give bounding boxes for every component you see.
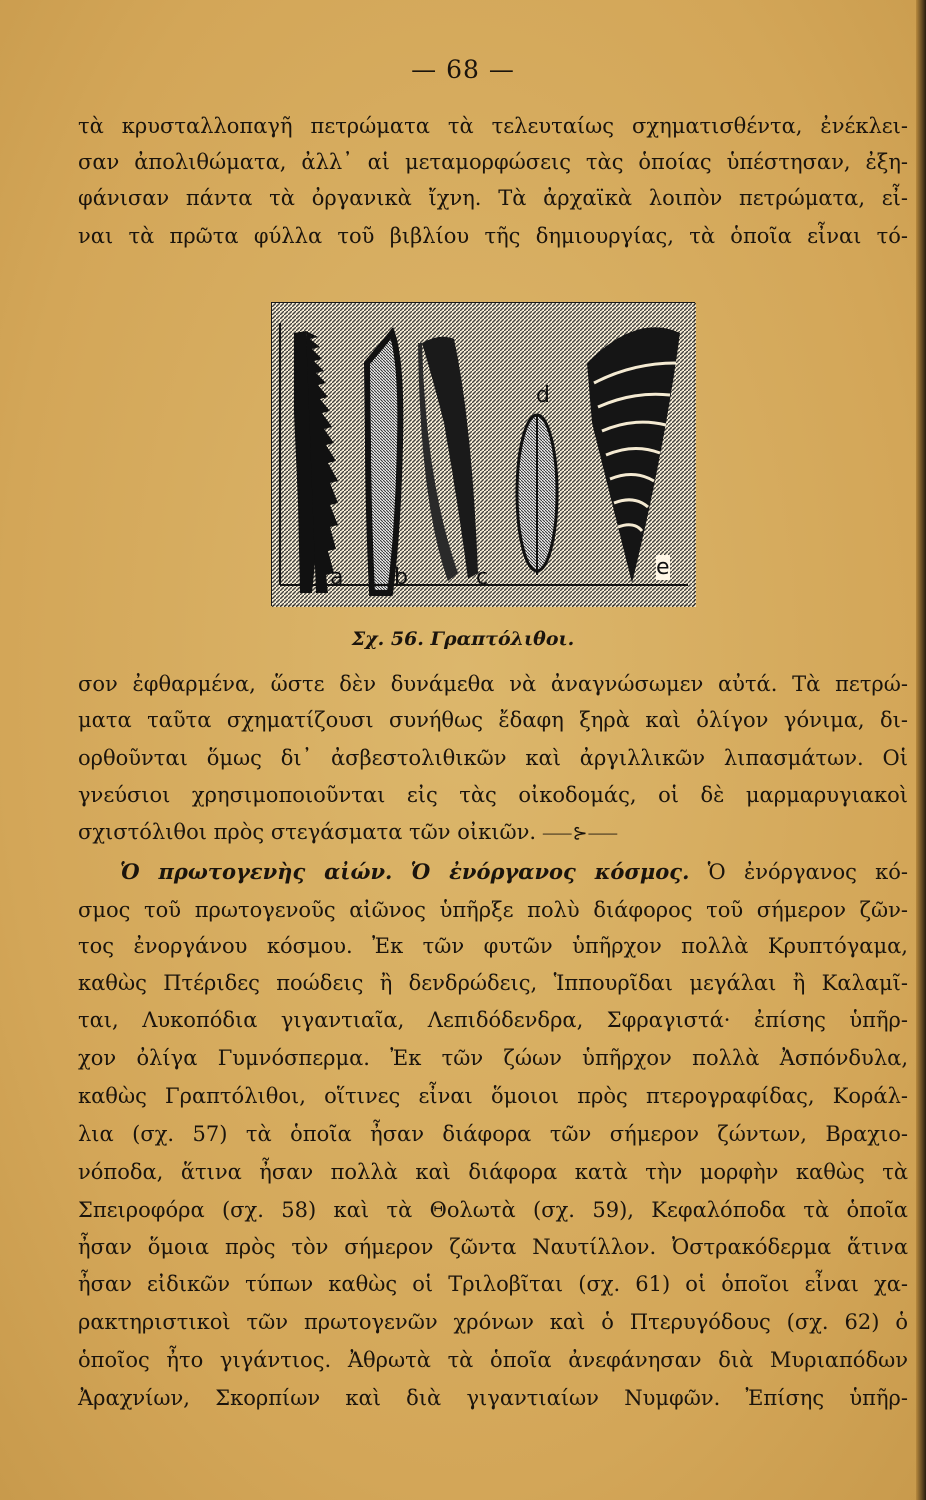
section-heading-line (120, 858, 908, 886)
text-line: τος ἐνοργάνου κόσμου. Ἐκ τῶν φυτῶν ὑπῆρχον πολλὰ Κρυπτόγαμα, (78, 934, 908, 958)
text-line: φάνισαν πάντα τὰ ὀργανικὰ ἴχνη. Τὰ ἀρχαϊκὰ λοιπὸν πετρώματα, εἶ- (78, 186, 908, 210)
text-line: ρακτηριστικοὶ τῶν πρωτογενῶν χρόνων καὶ ὁ Πτερυγόδους (σχ. 62) ὁ (78, 1310, 908, 1334)
text-line: ορθοῦνται ὅμως δι᾽ ἀσβεστολιθικῶν καὶ ἀργιλλικῶν λιπασμάτων. Οἱ (78, 746, 908, 770)
section-heading-primordial-age: Ὁ πρωτογενὴς αἰών. (120, 859, 393, 884)
text-line: ματα ταῦτα σχηματίζουσι συνήθως ἔδαφη ξηρὰ καὶ ὀλίγον γόνιμα, δι- (78, 708, 908, 732)
section-heading-organic-world: Ὁ ἐνόργανος κόσμος. (410, 859, 690, 884)
figure-label-e: e (656, 555, 670, 580)
graptolite-illustration (272, 303, 696, 607)
text-line: καθὼς Γραπτόλιθοι, οἵτινες εἶναι ὅμοιοι πρὸς πτερογραφίδας, Κοράλ- (78, 1084, 908, 1108)
text-line: ἦσαν εἰδικῶν τύπων καθὼς οἱ Τριλοβῖται (σχ. 61) οἱ ὁποῖοι εἶναι χα- (78, 1272, 908, 1296)
text-line (78, 818, 908, 848)
page-edge-shadow (916, 0, 926, 1500)
figure-label-d: d (536, 383, 550, 408)
text-line-content: Ὁ ἐνόργανος κό- (707, 860, 909, 884)
text-line: σαν ἀπολιθώματα, ἀλλ᾽ αἱ μεταμορφώσεις τὰς ὁποίας ὑπέστησαν, ἐξη- (78, 150, 908, 174)
graptolite-figure (271, 302, 695, 606)
figure-caption: Σχ. 56. Γραπτόλιθοι. (351, 628, 575, 650)
figure-label-b: b (394, 565, 408, 590)
text-line: Σπειροφόρα (σχ. 58) καὶ τὰ Θολωτὰ (σχ. 59), Κεφαλόποδα τὰ ὁποῖα (78, 1198, 908, 1222)
text-line: λια (σχ. 57) τὰ ὁποῖα ἦσαν διάφορα τῶν σήμερον ζώντων, Βραχιο- (78, 1122, 908, 1146)
text-line: καθὼς Πτέριδες ποώδεις ἢ δενδρώδεις, Ἱππουρῖδαι μεγάλαι ἢ Καλαμῖ- (78, 971, 908, 995)
text-line: σμος τοῦ πρωτογενοῦς αἰῶνος ὑπῆρξε πολὺ διάφορος τοῦ σήμερον ζῶν- (78, 898, 908, 922)
page-number: — 68 — (411, 55, 515, 84)
text-line: τὰ κρυσταλλοπαγῆ πετρώματα τὰ τελευταίως σχηματισθέντα, ἐνέκλει- (78, 114, 908, 138)
text-line: ἦσαν ὅμοια πρὸς τὸν σήμερον ζῶντα Ναυτίλλον. Ὀστρακόδερμα ἅτινα (78, 1235, 908, 1259)
text-line: σον ἐφθαρμένα, ὥστε δὲν δυνάμεθα νὰ ἀναγνώσωμεν αὐτά. Τὰ πετρώ- (78, 672, 908, 696)
text-line: νόποδα, ἅτινα ἦσαν πολλὰ καὶ διάφορα κατὰ τὴν μορφὴν καθὼς τὰ (78, 1160, 908, 1184)
text-line: γνεύσιοι χρησιμοποιοῦνται εἰς τὰς οἰκοδομάς, οἱ δὲ μαρμαρυγιακοὶ (78, 783, 908, 807)
ornament-icon: ⸺⊱⸺ (542, 823, 619, 844)
figure-label-a: a (330, 565, 344, 590)
text-line: Ἀραχνίων, Σκορπίων καὶ διὰ γιγαντιαίων Νυμφῶν. Ἐπίσης ὑπῆρ- (78, 1386, 908, 1410)
figure-label-c: c (476, 565, 489, 590)
text-line: ται, Λυκοπόδια γιγαντιαῖα, Λεπιδόδενδρα, Σφραγιστά· ἐπίσης ὑπῆρ- (78, 1008, 908, 1032)
text-line: ὁποῖος ἦτο γιγάντιος. Ἀθρωτὰ τὰ ὁποῖα ἀνεφάνησαν διὰ Μυριαπόδων (78, 1348, 908, 1372)
text-line: ναι τὰ πρῶτα φύλλα τοῦ βιβλίου τῆς δημιουργίας, τὰ ὁποῖα εἶναι τό- (78, 224, 908, 248)
text-line-content: σχιστόλιθοι πρὸς στεγάσματα τῶν οἰκιῶν. (78, 820, 537, 844)
text-line: χον ὀλίγα Γυμνόσπερμα. Ἐκ τῶν ζώων ὑπῆρχον πολλὰ Ἀσπόνδυλα, (78, 1046, 908, 1070)
